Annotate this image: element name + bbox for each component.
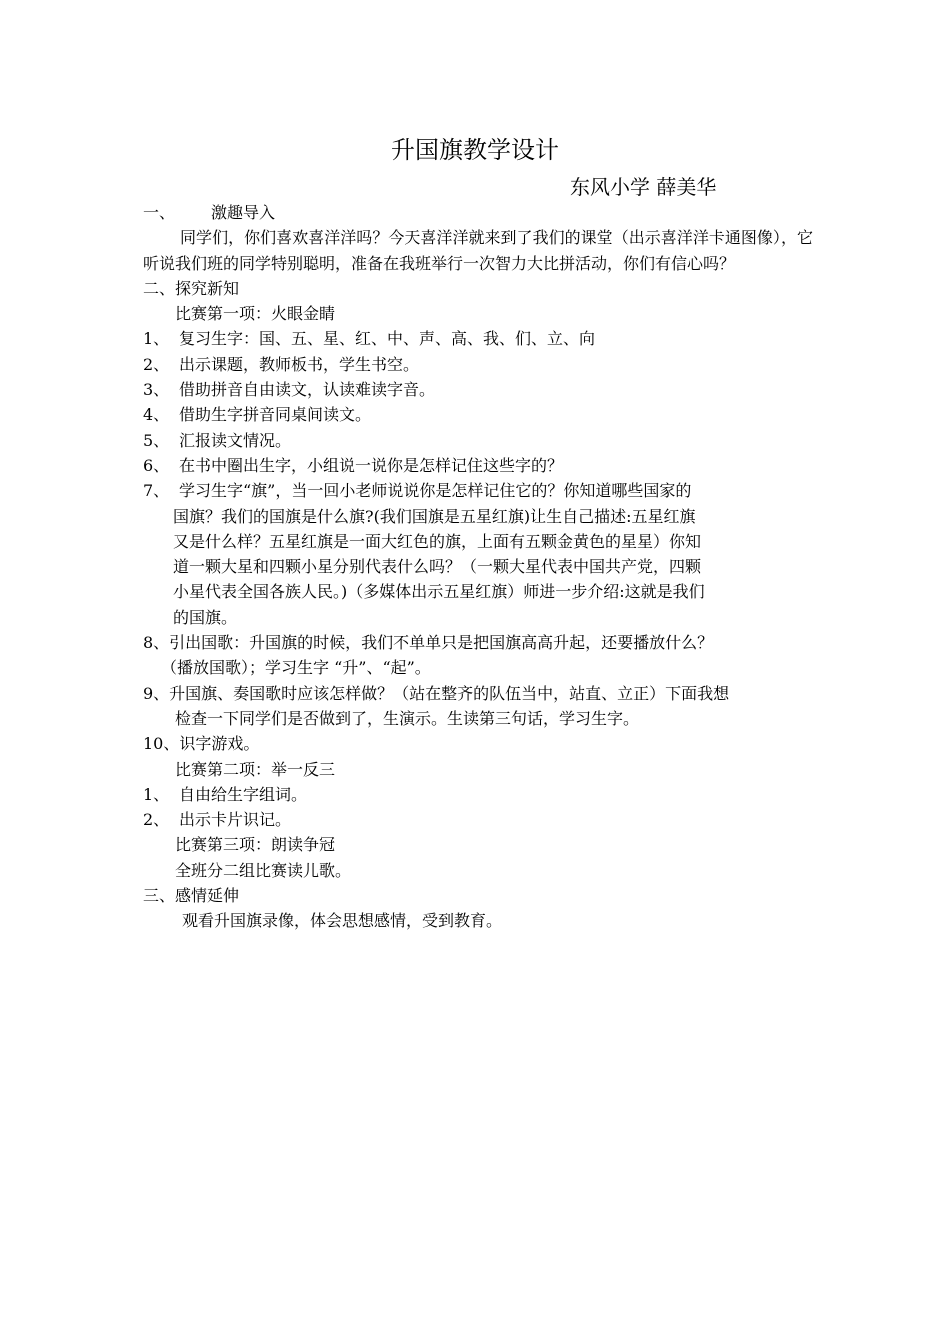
- list-item-9: [143, 681, 813, 732]
- list-text: 在书中圈出生字，小组说一说你是怎样记住这些字的？: [179, 455, 564, 475]
- list-item: [143, 377, 813, 402]
- intro-paragraph: [143, 225, 813, 276]
- list-item-8: [143, 630, 813, 681]
- document-title: 升国旗教学设计: [391, 136, 559, 164]
- list-item: [143, 402, 813, 427]
- list-text: 出示课题，教师板书，学生书空。: [179, 354, 420, 374]
- list-number: 2、: [143, 354, 170, 374]
- author-line: 东风小学 薛美华: [570, 175, 717, 199]
- list-text: 9、升国旗、奏国歌时应该怎样做？（站在整齐的队伍当中，站直、立正）下面我想: [143, 683, 730, 703]
- list-text: 学习生字“旗”，当一回小老师说说你是怎样记住它的？你知道哪些国家的: [179, 481, 692, 501]
- list-item: [143, 326, 813, 351]
- list-item: [143, 782, 813, 807]
- list-number: 4、: [143, 405, 170, 425]
- contest-2-heading: 比赛第二项：举一反三: [175, 759, 336, 779]
- document-body: [143, 200, 813, 934]
- closing-paragraph: 观看升国旗录像，体会思想感情，受到教育。: [182, 911, 503, 931]
- list-text-continued: 又是什么样？五星红旗是一面大红色的旗，上面有五颗金黄色的星星）你知: [173, 531, 702, 551]
- list-text: 出示卡片识记。: [179, 810, 292, 830]
- list-number: 1、: [143, 784, 170, 804]
- list-text: 8、引出国歌：升国旗的时候，我们不单单只是把国旗高高升起，还要播放什么？: [143, 633, 714, 653]
- list-item: [143, 352, 813, 377]
- list-text-continued: 道一颗大星和四颗小星分别代表什么吗？（一颗大星代表中国共产党，四颗: [173, 557, 702, 577]
- contest-1-heading: 比赛第一项：火眼金睛: [175, 304, 336, 324]
- section-heading-3: 三、感情延伸: [143, 886, 240, 906]
- contest-3-text: 全班分二组比赛读儿歌。: [175, 860, 352, 880]
- list-number: 1、: [143, 329, 170, 349]
- contest-3-heading: 比赛第三项：朗读争冠: [175, 835, 336, 855]
- list-text-continued: 国旗？我们的国旗是什么旗?(我们国旗是五星红旗)让生自己描述:五星红旗: [173, 506, 696, 526]
- list-text: 自由给生字组词。: [179, 784, 308, 804]
- intro-text: 同学们，你们喜欢喜洋洋吗？今天喜洋洋就来到了我们的课堂（出示喜洋洋卡通图像），它听说我们班的同学特别聪明，准备在我班举行一次智力大比拼活动，你们有信心吗？: [143, 228, 813, 273]
- list-text-continued: 的国旗。: [173, 607, 238, 627]
- list-text: 汇报读文情况。: [179, 430, 292, 450]
- section-heading-2: 二、探究新知: [143, 278, 240, 298]
- list-number: 5、: [143, 430, 170, 450]
- section-number: 一、: [143, 203, 176, 222]
- list-text-continued: 检查一下同学们是否做到了，生演示。生读第三句话，学习生字。: [175, 708, 640, 728]
- list-text-continued: 小星代表全国各族人民。)（多媒体出示五星红旗）师进一步介绍:这就是我们: [173, 582, 705, 602]
- list-text: 借助拼音自由读文，认读难读字音。: [179, 380, 436, 400]
- list-text: 借助生字拼音同桌间读文。: [179, 405, 372, 425]
- section-title: 激趣导入: [211, 203, 276, 222]
- list-number: 3、: [143, 380, 170, 400]
- list-item: [143, 807, 813, 832]
- list-item: [143, 428, 813, 453]
- list-text-continued: （播放国歌）；学习生字 “升”、“起”。: [161, 658, 431, 678]
- section-heading-1: [143, 200, 813, 225]
- list-number: 7、: [143, 481, 170, 501]
- list-number: 2、: [143, 810, 170, 830]
- list-text: 复习生字：国、五、星、红、中、声、高、我、们、立、向: [179, 329, 596, 349]
- list-item-10: 10、识字游戏。: [143, 734, 260, 754]
- list-item: [143, 453, 813, 478]
- list-number: 6、: [143, 455, 170, 475]
- list-item-7: [143, 478, 813, 630]
